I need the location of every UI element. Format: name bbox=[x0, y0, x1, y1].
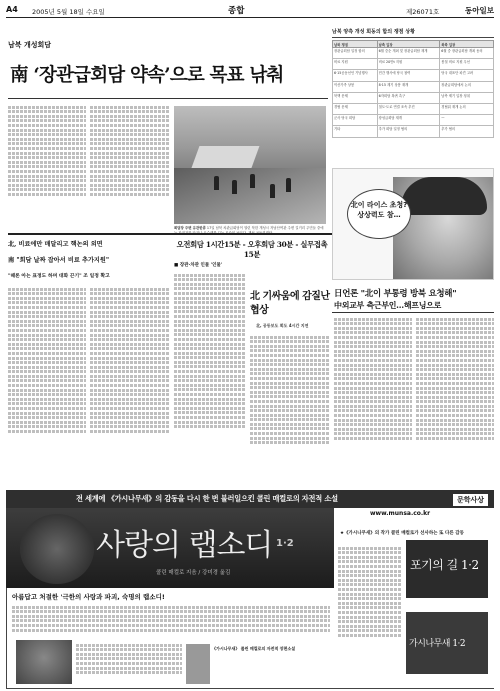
novel-title: 사랑의 랩소디 bbox=[96, 528, 273, 563]
sub-headline-2: 南 "회담 날짜 잡아서 비료 추가지원" bbox=[8, 257, 110, 264]
issues-table bbox=[332, 40, 494, 138]
rice-subheadline: 中외교부 측근부인…해프닝으로 bbox=[334, 300, 442, 310]
ad-subheadline: 아름답고 처절한 '극한의 사랑과 파괴, 숙명의 랩소디! bbox=[12, 593, 165, 601]
ad-banner[interactable] bbox=[6, 490, 494, 508]
table-cell: 비료 지원 bbox=[333, 59, 378, 70]
table-cell: 장성급회담 재개 bbox=[377, 115, 440, 126]
page-number: A4 bbox=[6, 5, 18, 14]
table-cell: 6월 중순 개최 및 장관급회담 재개 bbox=[377, 48, 440, 59]
table-cell: 장관급회담에서 논의 bbox=[440, 81, 494, 92]
ad-review-text bbox=[76, 642, 182, 686]
news-photo bbox=[174, 106, 326, 224]
table-cell: 군사 당국 회담 bbox=[333, 115, 378, 126]
table-row bbox=[333, 92, 494, 103]
box-headline: ■ 장관·차관 인물 '인물' bbox=[174, 263, 223, 268]
ad-body-text bbox=[12, 604, 330, 640]
table-header: 남측 입장 bbox=[377, 41, 440, 48]
newspaper-logo: 동아일보 bbox=[465, 6, 494, 15]
table-cell: 민간 행사에 당국 참여 bbox=[377, 70, 440, 81]
rice-article-col-2 bbox=[416, 316, 494, 488]
rice-photo-box bbox=[332, 168, 494, 280]
photo-caption bbox=[174, 226, 326, 236]
ad-right-text bbox=[338, 545, 402, 675]
table-cell: 이산가족 상봉 bbox=[333, 81, 378, 92]
table-cell: 8·15 계기 상봉 재개 bbox=[377, 81, 440, 92]
table-row bbox=[333, 70, 494, 81]
table-cell: 추가 협의 bbox=[440, 126, 494, 137]
novel-volume: 1·2 bbox=[276, 538, 294, 549]
headline-rule bbox=[8, 98, 328, 99]
ad-bottom-caption: 《가시나무새》 콜린 매컬로의 자전적 장편소설 bbox=[212, 646, 296, 651]
section-rule bbox=[8, 233, 332, 235]
page-header bbox=[6, 4, 494, 18]
book-cover-1[interactable]: 포기의 길 1·2 bbox=[406, 540, 488, 598]
speech-bubble: 北이 라이스 초청? 상상력도 참… bbox=[347, 189, 411, 239]
table-row bbox=[333, 48, 494, 59]
article-col-2 bbox=[90, 104, 170, 228]
main-headline: 南 ‘장관급회담 약속’으로 목표 낚춰 bbox=[10, 65, 284, 86]
table-row bbox=[333, 103, 494, 114]
book-cover-2[interactable]: 가시나무새 1·2 bbox=[406, 612, 488, 674]
box-article-col bbox=[174, 272, 246, 486]
ad-right-blurb: ★《가시나무새》의 작가 콜린 매컬로가 선사하는 또 다른 감동 bbox=[340, 531, 464, 536]
section-title: 종합 bbox=[228, 6, 245, 16]
table-cell: 6월 중 장관급회담 개최 동의 bbox=[440, 48, 494, 59]
table-cell: — bbox=[440, 115, 494, 126]
photo-caption-text: 17일 남북 차관급회담이 열린 북한 개성시 자남산여관 주변 길거리 주민들 중에 bbox=[206, 226, 324, 230]
table-row bbox=[333, 81, 494, 92]
table-cell: 기타 bbox=[333, 126, 378, 137]
rice-rule bbox=[332, 312, 494, 313]
mid-article-col-2 bbox=[90, 286, 170, 486]
issue-number: 제26071호 bbox=[406, 8, 440, 16]
feature-headline: 北 기싸움에 감질난 협상 bbox=[250, 291, 330, 316]
rice-article-col-1 bbox=[334, 316, 412, 488]
article-col-1 bbox=[8, 104, 86, 228]
table-cell: 당국 대표단 파견 고려 bbox=[440, 70, 494, 81]
feature-article-col bbox=[250, 334, 330, 486]
publisher-logo: 문학사상 bbox=[453, 494, 488, 506]
table-row bbox=[333, 126, 494, 137]
sub-headline-3: "때론 아는 표정도 하며 대화 끈기" 조 일정 확고 bbox=[8, 273, 110, 279]
schedule-headline: 오전회담 1시간15분 - 오후회담 30분 - 실무접촉 15분 bbox=[176, 240, 328, 259]
table-cell: 경협 문제 bbox=[333, 103, 378, 114]
table-cell: 장관급회담 일정 합의 bbox=[333, 48, 378, 59]
publisher-url[interactable]: www.munsa.co.kr bbox=[370, 510, 431, 517]
ad-novel-image[interactable] bbox=[6, 508, 334, 588]
cover-art-swirl bbox=[20, 514, 94, 584]
table-row bbox=[333, 59, 494, 70]
rice-headline: 日언론 "北이 부통령 방북 요청해" bbox=[334, 289, 457, 299]
sub-headline-1: 北, 비료에만 매달리고 핵논의 외면 bbox=[8, 241, 103, 248]
table-row bbox=[333, 115, 494, 126]
ad-banner-text: 전 세계에 《가시나무새》의 감동을 다시 한 번 불러일으킨 콜린 매컬로의 자전적 소설 bbox=[76, 494, 338, 503]
issue-date: 2005년 5월 18일 수요일 bbox=[32, 8, 105, 16]
table-cell: 북핵 문제 bbox=[333, 92, 378, 103]
table-cell: 남측 제기 입장 청취 bbox=[440, 92, 494, 103]
photo-caption-title: 회담장 주변 유관한류 bbox=[174, 226, 206, 230]
table-cell: 6·15공동선언 기념행사 bbox=[333, 70, 378, 81]
ad-small-book bbox=[186, 644, 210, 684]
table-title: 남북 양측 개성 회동의 합의 쟁점 상황 bbox=[332, 28, 494, 38]
kicker: 남북 개성회담 bbox=[8, 41, 52, 49]
mid-article-col-1 bbox=[8, 286, 86, 486]
novel-author: 콜린 매컬로 지음 / 강미경 옮김 bbox=[156, 570, 231, 576]
feature-byline: 北, 공동보도 회도 4시간 지연 bbox=[256, 323, 309, 328]
table-header: 남북 쟁점 bbox=[333, 41, 378, 48]
table-cell: 경협위 재개 논의 bbox=[440, 103, 494, 114]
table-header: 북측 입장 bbox=[440, 41, 494, 48]
ad-author-photo bbox=[16, 640, 72, 684]
table-cell: 6자회담 복귀 촉구 bbox=[377, 92, 440, 103]
table-cell: 비료 20만t 지원 bbox=[377, 59, 440, 70]
table-cell: 봄철 비료 지원 우선 bbox=[440, 59, 494, 70]
table-cell: 추가 회담 일정 협의 bbox=[377, 126, 440, 137]
table-cell: 철도·도로 연결 조속 추진 bbox=[377, 103, 440, 114]
